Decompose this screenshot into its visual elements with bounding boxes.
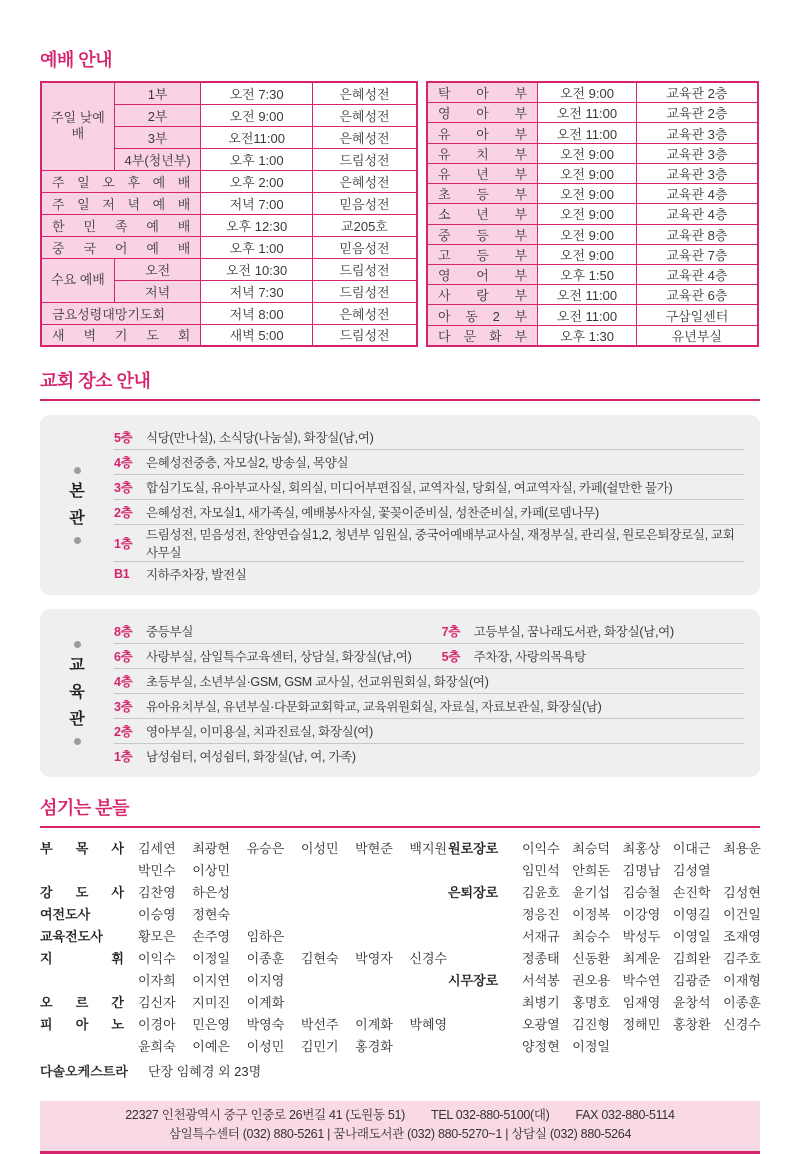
dept-time: 오후 1:30	[538, 325, 637, 346]
footer-line2: 삼일특수센터 (032) 880-5261 | 꿈나래도서관 (032) 880-5270~1 | 상담실 (032) 880-5264	[168, 1127, 632, 1141]
main-building-box	[40, 415, 760, 595]
dept-name: 아 동 2 부	[427, 305, 538, 325]
floor-row	[114, 524, 744, 561]
service-group-label: 수요 예배	[41, 258, 114, 302]
floor-number: 6층	[114, 650, 133, 664]
floor-number: 5층	[114, 430, 133, 445]
staff-names: 김찬영 하은성	[138, 885, 230, 900]
table-row	[427, 285, 758, 305]
dept-name: 고 등 부	[427, 244, 538, 264]
floor-row	[114, 561, 744, 586]
bullet-icon	[74, 537, 81, 544]
staff-role: 지 휘	[40, 951, 124, 966]
orchestra-role: 다솔오케스트라	[40, 1064, 128, 1079]
staff-row	[40, 838, 448, 882]
staff-names: 김윤호 윤기섭 김승철 손진학 김성현	[522, 885, 761, 900]
service-time: 저녁 7:00	[201, 192, 313, 214]
dept-name: 유 치 부	[427, 143, 538, 163]
floor-row	[114, 618, 744, 643]
service-name: 새 벽 기 도 회	[41, 324, 201, 346]
service-time: 오후 1:00	[201, 148, 313, 170]
service-time: 새벽 5:00	[201, 324, 313, 346]
staff-names: 이자희 이지연 이지영	[138, 973, 285, 988]
worship-section	[40, 46, 760, 347]
floor-row	[114, 449, 744, 474]
floor-rooms: 은혜성전, 자모실1, 새가족실, 예배봉사자실, 꽃꽂이준비실, 성찬준비실, 카페(로뎀나무)	[146, 506, 599, 520]
building-name-char: 관	[69, 711, 85, 728]
worship-section-title: 예배 안내	[40, 50, 113, 70]
dept-place: 교육관 4층	[636, 184, 758, 204]
dept-name: 중 등 부	[427, 224, 538, 244]
staff-role: 부 목 사	[40, 841, 124, 856]
staff-row	[40, 926, 438, 948]
staff-row	[40, 1014, 448, 1058]
staff-names: 김세연 최광현 유승은 이성민 박현준 백지원	[138, 841, 448, 856]
dept-place: 교육관 7층	[636, 244, 758, 264]
staff-names: 최병기 홍명호 임재영 윤창석 이종훈	[522, 995, 761, 1010]
table-row	[41, 192, 417, 214]
service-place: 교205호	[312, 214, 417, 236]
dept-time: 오전 9:00	[538, 82, 637, 103]
staff-row	[40, 882, 438, 904]
staff-row	[40, 992, 438, 1014]
staff-names: 서석봉 권오용 박수연 김광준 이재형	[522, 973, 761, 988]
table-row	[41, 170, 417, 192]
staff-row	[40, 948, 448, 992]
floor-rooms: 고등부실, 꿈나래도서관, 화장실(남,여)	[473, 624, 674, 639]
service-name: 저녁	[114, 280, 200, 302]
table-row	[427, 305, 758, 325]
floor-row	[114, 643, 744, 668]
bullet-icon	[74, 641, 81, 648]
staff-row	[448, 882, 761, 970]
dept-name: 사 랑 부	[427, 285, 538, 305]
service-place: 은혜성전	[312, 82, 417, 104]
floor-row	[114, 718, 744, 743]
dept-name: 유 아 부	[427, 123, 538, 143]
education-building-label	[40, 618, 114, 768]
floor-rooms: 중등부실	[146, 624, 194, 639]
dept-time: 오전 9:00	[538, 163, 637, 183]
floor-row	[114, 668, 744, 693]
staff-column-left	[40, 838, 448, 1058]
staff-names: 이익수 최승덕 최홍상 이대근 최용운	[522, 841, 761, 856]
floor-row	[114, 424, 744, 449]
table-row	[427, 204, 758, 224]
table-row	[427, 244, 758, 264]
floor-number: 8층	[114, 624, 133, 639]
floor-number: 2층	[114, 725, 133, 739]
dept-place: 교육관 2층	[636, 82, 758, 103]
dept-name: 영 어 부	[427, 264, 538, 284]
floor-number: 4층	[114, 456, 133, 470]
table-row	[427, 264, 758, 284]
dept-place: 교육관 3층	[636, 163, 758, 183]
floor-rooms: 식당(만나실), 소식당(나눔실), 화장실(남,여)	[146, 430, 374, 445]
table-row	[41, 214, 417, 236]
table-row	[427, 103, 758, 123]
table-row	[427, 143, 758, 163]
service-time: 오전 7:30	[201, 82, 313, 104]
bullet-icon	[74, 738, 81, 745]
dept-place: 교육관 4층	[636, 204, 758, 224]
staff-role: 은퇴장로	[448, 885, 499, 900]
floor-row	[114, 474, 744, 499]
floor-number: 1층	[114, 537, 133, 551]
floor-rooms: 지하주차장, 발전실	[146, 568, 247, 582]
locations-section-title: 교회 장소 안내	[40, 371, 151, 391]
floor-number: B1	[114, 567, 130, 581]
education-building-floors	[114, 618, 744, 768]
staff-names: 윤희숙 이예은 이성민 김민기 홍경화	[138, 1039, 393, 1054]
dept-time: 오후 1:50	[538, 264, 637, 284]
church-address: 22327 인천광역시 중구 인중로 26번길 41 (도원동 51)	[125, 1108, 406, 1122]
service-place: 은혜성전	[312, 302, 417, 324]
service-time: 오전11:00	[201, 126, 313, 148]
service-name: 주 일 오 후 예 배	[41, 170, 201, 192]
dept-place: 교육관 3층	[636, 123, 758, 143]
staff-row	[448, 970, 761, 1058]
service-place: 드림성전	[312, 280, 417, 302]
orchestra-row	[40, 1061, 760, 1083]
worship-tables	[40, 81, 760, 347]
table-row	[41, 302, 417, 324]
staff-role: 오 르 간	[40, 995, 124, 1010]
dept-time: 오전 9:00	[538, 204, 637, 224]
service-name: 오전	[114, 258, 200, 280]
floor-number: 3층	[114, 700, 133, 714]
church-fax: FAX 032-880-5114	[575, 1108, 675, 1122]
staff-names: 김신자 지미진 이계화	[138, 995, 285, 1010]
staff-role: 교육전도사	[40, 929, 103, 944]
dept-time: 오전 9:00	[538, 224, 637, 244]
table-row	[427, 82, 758, 103]
floor-rooms: 주차장, 사랑의목욕탕	[473, 650, 586, 664]
service-name: 중 국 어 예 배	[41, 236, 201, 258]
dept-place: 구삼일센터	[636, 305, 758, 325]
staff-section-title: 섬기는 분들	[40, 798, 129, 818]
staff-role: 시무장로	[448, 973, 499, 988]
service-name: 한 민 족 예 배	[41, 214, 201, 236]
dept-place: 교육관 6층	[636, 285, 758, 305]
service-place: 드림성전	[312, 148, 417, 170]
service-name: 주 일 저 녁 예 배	[41, 192, 201, 214]
staff-section	[40, 794, 760, 1083]
staff-names: 양정현 이정일	[522, 1039, 610, 1054]
dept-place: 교육관 2층	[636, 103, 758, 123]
staff-column-right	[448, 838, 761, 1058]
staff-section-header	[40, 794, 760, 828]
staff-names: 정응진 이정복 이강영 이영길 이건일	[522, 907, 761, 922]
staff-names: 황모은 손주영 임하은	[138, 929, 285, 944]
table-row	[427, 184, 758, 204]
staff-row	[448, 838, 761, 882]
staff-names: 오광열 김진형 정해민 홍창환 신경수	[522, 1017, 761, 1032]
staff-names: 서재규 최승수 박성두 이영일 조재영	[522, 929, 761, 944]
service-place: 드림성전	[312, 324, 417, 346]
staff-row	[40, 904, 438, 926]
dept-time: 오전 11:00	[538, 123, 637, 143]
floor-number: 2층	[114, 506, 133, 520]
service-group-label: 주일 낮예배	[41, 82, 114, 170]
dept-name: 유 년 부	[427, 163, 538, 183]
service-name: 1부	[114, 82, 200, 104]
table-row	[41, 324, 417, 346]
service-time: 오전 9:00	[201, 104, 313, 126]
staff-names: 박민수 이상민	[138, 863, 230, 878]
building-name-char: 교	[69, 657, 85, 674]
dept-time: 오전 11:00	[538, 285, 637, 305]
table-row	[427, 123, 758, 143]
service-time: 저녁 8:00	[201, 302, 313, 324]
floor-rooms: 은혜성전중층, 자모실2, 방송실, 목양실	[146, 456, 349, 470]
floor-rooms: 합심기도실, 유아부교사실, 회의실, 미디어부편집실, 교역자실, 당회실, 여교역자실, 카페(쉴만한 물가)	[146, 481, 673, 495]
staff-role: 원로장로	[448, 841, 499, 856]
dept-time: 오전 9:00	[538, 244, 637, 264]
staff-names: 이승영 정현숙	[138, 907, 230, 922]
service-name: 3부	[114, 126, 200, 148]
service-time: 오후 2:00	[201, 170, 313, 192]
service-place: 은혜성전	[312, 170, 417, 192]
staff-role: 피 아 노	[40, 1017, 124, 1032]
service-name: 금요성령대망기도회	[41, 302, 201, 324]
table-row	[427, 163, 758, 183]
table-row	[41, 236, 417, 258]
floor-rooms: 남성쉼터, 여성쉼터, 화장실(남, 여, 가족)	[146, 750, 356, 764]
staff-grid	[40, 838, 760, 1058]
building-name-char: 육	[69, 684, 85, 701]
service-place: 드림성전	[312, 258, 417, 280]
staff-names: 이익수 이정일 이종훈 김현숙 박영자 신경수	[138, 951, 448, 966]
worship-schedule-table	[40, 81, 418, 347]
staff-names: 이경아 민은영 박영숙 박선주 이계화 박혜영	[138, 1017, 448, 1032]
dept-place: 교육관 4층	[636, 264, 758, 284]
staff-names: 정종태 신동환 최계운 김희완 김주호	[522, 951, 761, 966]
dept-name: 영 아 부	[427, 103, 538, 123]
dept-time: 오전 9:00	[538, 143, 637, 163]
floor-number: 3층	[114, 481, 133, 495]
main-building-label	[40, 424, 114, 586]
church-tel: TEL 032-880-5100(대)	[431, 1108, 550, 1122]
floor-number: 7층	[441, 624, 461, 639]
service-time: 저녁 7:30	[201, 280, 313, 302]
staff-role: 여전도사	[40, 907, 91, 922]
dept-time: 오전 11:00	[538, 305, 637, 325]
table-row	[41, 82, 417, 104]
locations-section-header	[40, 367, 760, 401]
service-place: 은혜성전	[312, 126, 417, 148]
dept-name: 탁 아 부	[427, 82, 538, 103]
floor-rooms: 유아유치부실, 유년부실·다문화교회학교, 교육위원회실, 자료실, 자료보관실, 화장실(남)	[146, 700, 602, 714]
dept-place: 유년부실	[636, 325, 758, 346]
staff-role: 강 도 사	[40, 885, 124, 900]
building-name-char: 본	[69, 482, 85, 500]
staff-names: 임민석 안희돈 김명남 김성열	[522, 863, 711, 878]
dept-place: 교육관 3층	[636, 143, 758, 163]
floor-number: 4층	[114, 675, 133, 689]
service-time: 오후 1:00	[201, 236, 313, 258]
table-row	[41, 258, 417, 280]
dept-name: 소 년 부	[427, 204, 538, 224]
floor-row	[114, 743, 744, 768]
contact-footer	[40, 1101, 760, 1154]
service-place: 믿음성전	[312, 192, 417, 214]
dept-name: 초 등 부	[427, 184, 538, 204]
floor-rooms: 드림성전, 믿음성전, 찬양연습실1,2, 청년부 임원실, 중국어예배부교사실, 재정부실, 관리실, 원로은퇴장로실, 교회사무실	[146, 528, 735, 560]
dept-name: 다 문 화 부	[427, 325, 538, 346]
service-place: 믿음성전	[312, 236, 417, 258]
dept-place: 교육관 8층	[636, 224, 758, 244]
bullet-icon	[74, 467, 81, 474]
education-building-box	[40, 609, 760, 777]
departments-schedule-table	[426, 81, 759, 347]
main-building-floors	[114, 424, 744, 586]
dept-time: 오전 11:00	[538, 103, 637, 123]
floor-rooms: 영아부실, 이미용실, 치과진료실, 화장실(여)	[146, 725, 373, 739]
footer-line1	[40, 1106, 760, 1125]
locations-section	[40, 367, 760, 777]
building-name-char: 관	[69, 509, 85, 527]
floor-rooms: 사랑부실, 삼일특수교육센터, 상담실, 화장실(남,여)	[146, 650, 412, 664]
floor-row	[114, 499, 744, 524]
service-name: 4부(청년부)	[114, 148, 200, 170]
service-time: 오전 10:30	[201, 258, 313, 280]
service-time: 오후 12:30	[201, 214, 313, 236]
floor-row	[114, 693, 744, 718]
orchestra-detail: 단장 임혜경 외 23명	[148, 1064, 262, 1079]
dept-time: 오전 9:00	[538, 184, 637, 204]
service-name: 2부	[114, 104, 200, 126]
floor-number: 5층	[441, 650, 461, 664]
floor-number: 1층	[114, 750, 133, 764]
floor-rooms: 초등부실, 소년부실·GSM, GSM 교사실, 선교위원회실, 화장실(여)	[146, 675, 489, 689]
table-row	[427, 224, 758, 244]
service-place: 은혜성전	[312, 104, 417, 126]
table-row	[427, 325, 758, 346]
